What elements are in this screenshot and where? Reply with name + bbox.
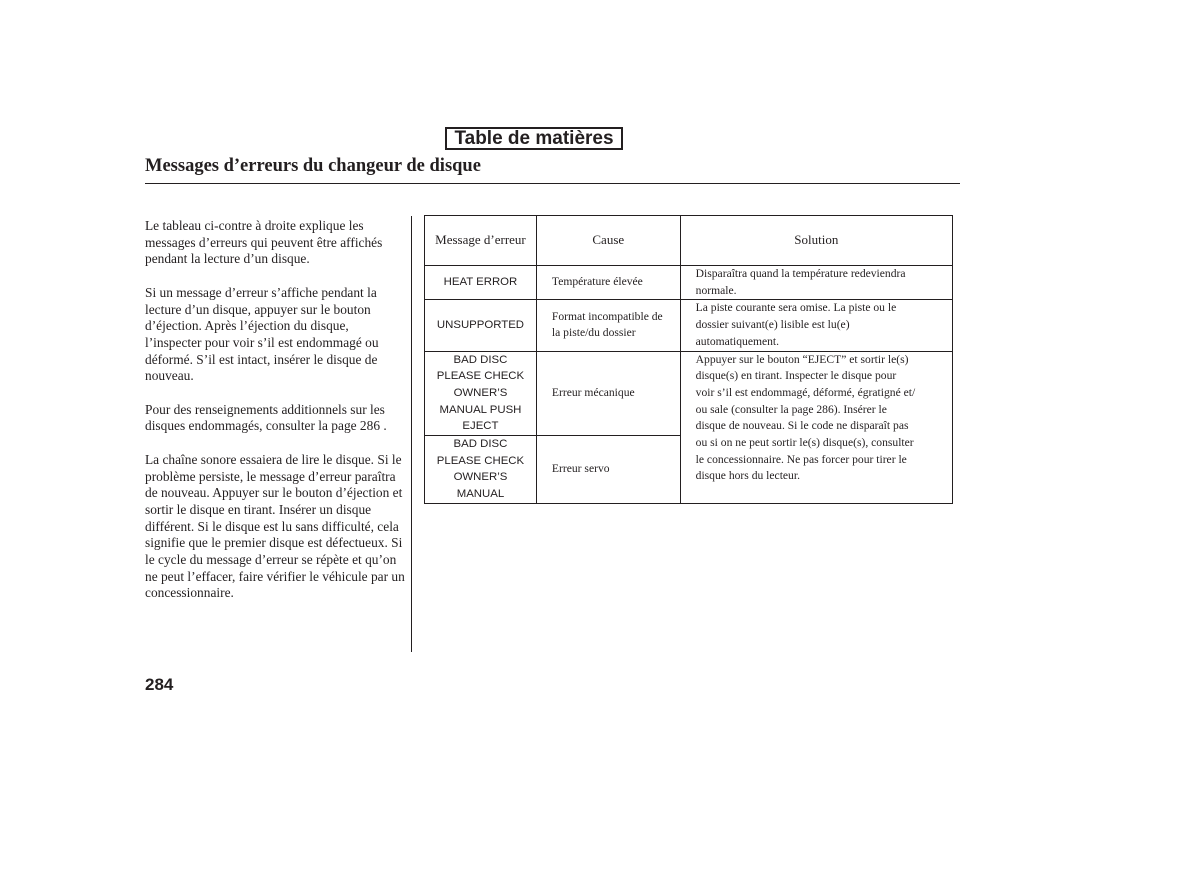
cell-line: voir s’il est endommagé, déformé, égratigné et/	[695, 385, 916, 399]
cell-line: Erreur servo	[551, 462, 610, 476]
column-divider	[411, 216, 412, 652]
cell-line: Erreur mécanique	[551, 385, 635, 399]
shared-solution-cell	[680, 351, 952, 503]
cell-line: disque de nouveau. Si le code ne disparaît pas	[695, 419, 909, 433]
title-divider	[145, 183, 960, 184]
cell-line: La piste courante sera omise. La piste ou le	[695, 301, 897, 315]
error-message-cell	[425, 436, 537, 504]
header-message: Message d’erreur	[425, 216, 537, 266]
cell-line: BAD DISC	[453, 353, 508, 366]
error-message-cell	[425, 300, 537, 351]
cell-line: ou sale (consulter la page 286). Insérer le	[695, 402, 887, 416]
cell-line: le concessionnaire. Ne pas forcer pour tirer le	[695, 452, 907, 466]
error-message-cell	[425, 266, 537, 300]
cell-line: automatiquement.	[695, 334, 780, 348]
cell-line: HEAT ERROR	[443, 276, 518, 289]
intro-paragraph: Le tableau ci-contre à droite explique les messages d’erreurs qui peuvent être affichés pendant la lecture d’un disque.	[145, 218, 383, 267]
cause-cell	[536, 300, 680, 351]
cell-line: disque(s) en tirant. Inspecter le disque pour	[695, 369, 897, 383]
page-title: Messages d’erreurs du changeur de disque	[145, 156, 481, 176]
page-number: 284	[145, 675, 174, 694]
cell-line: BAD DISC	[453, 438, 508, 451]
cell-line: EJECT	[462, 420, 499, 433]
table-header-row	[425, 216, 953, 266]
cell-line: PLEASE CHECK	[436, 370, 525, 383]
table-of-contents-button[interactable]: Table de matières	[445, 127, 623, 150]
intro-text	[145, 218, 407, 619]
table-row	[425, 266, 953, 300]
header-solution: Solution	[680, 216, 952, 266]
solution-cell	[680, 300, 952, 351]
cell-line: ou si on ne peut sortir le(s) disque(s), consulter	[695, 436, 914, 450]
cell-line: Appuyer sur le bouton “EJECT” et sortir le(s)	[695, 352, 909, 366]
cell-line: Disparaîtra quand la température redeviendra	[695, 267, 906, 280]
cell-line: OWNER’S	[453, 386, 508, 399]
intro-paragraph: La chaîne sonore essaiera de lire le disque. Si le problème persiste, le message d’erreur paraîtra de nouveau. Appuyer sur le bouton d’éjection et sortir le disque en tirant. Insérer un disque différent. Si le disque est lu sans difficulté, cela signifie que le premier disque est défectueux. Si le cycle du message d’erreur se répète et qu’on ne peut l’effacer, faire vérifier le véhicule par un concessionnaire.	[145, 451, 405, 601]
intro-paragraph: Si un message d’erreur s’affiche pendant la lecture d’un disque, appuyer sur le bouton d’éjection. Après l’éjection du disque, l’inspecter pour voir s’il est endommagé ou déformé. S’il est intact, insérer le disque de nouveau.	[145, 284, 379, 384]
header-cause: Cause	[536, 216, 680, 266]
cell-line: normale.	[695, 283, 737, 297]
table-row	[425, 351, 953, 436]
cell-line: PLEASE CHECK	[436, 454, 525, 467]
cause-cell	[536, 436, 680, 504]
cell-line: UNSUPPORTED	[436, 319, 525, 332]
intro-paragraph: Pour des renseignements additionnels sur les disques endommagés, consulter la page 286 .	[145, 401, 387, 434]
cell-line: dossier suivant(e) lisible est lu(e)	[695, 318, 850, 332]
error-message-cell	[425, 351, 537, 436]
cause-cell	[536, 266, 680, 300]
table-row	[425, 300, 953, 351]
cell-line: MANUAL	[456, 488, 505, 501]
cell-line: MANUAL PUSH	[439, 403, 522, 416]
cell-line: OWNER’S	[453, 471, 508, 484]
cell-line: Format incompatible de	[551, 309, 663, 323]
cell-line: la piste/du dossier	[551, 326, 636, 340]
cause-cell	[536, 351, 680, 436]
solution-cell	[680, 266, 952, 300]
error-messages-table	[424, 215, 953, 504]
cell-line: disque hors du lecteur.	[695, 469, 800, 483]
cell-line: Température élevée	[551, 275, 643, 289]
